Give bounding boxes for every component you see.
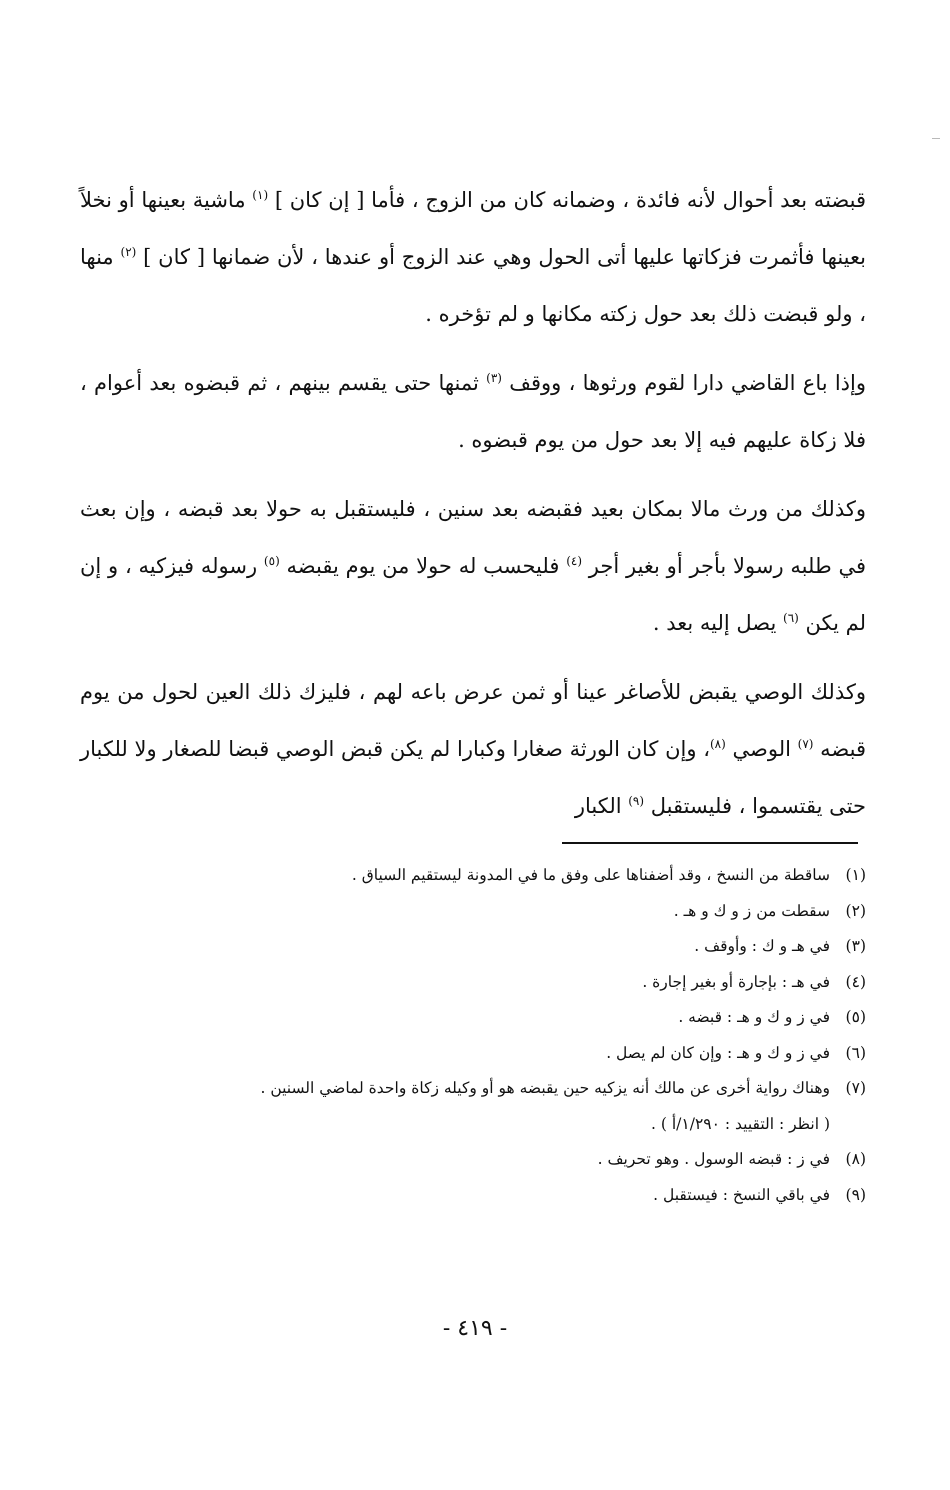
footnote-text [70, 1178, 830, 1214]
footnote-reference: (٥) [263, 554, 280, 568]
footnote [70, 929, 866, 965]
footnote-line: في ز و ك و هـ : قبضه . [678, 1008, 830, 1026]
paragraph-text: رسوله فيزكيه ، و إن لم يكن [80, 554, 866, 635]
paragraph-text: ، وإن كان الورثة صغارا وكبارا لم يكن قبض الوصي قبضا للصغار ولا للكبار حتى يقتسموا ، فليستقبل [80, 737, 866, 818]
paragraph-text: فليحسب له حولا من يوم يقبضه [279, 554, 567, 578]
paragraph-text: وكذلك من ورث مالا بمكان بعيد فقبضه بعد سنين ، فليستقبل به حولا بعد قبضه ، وإن بعث في طلبه رسولا بأجر أو بغير أجر [80, 497, 866, 578]
paragraph-text: الكبار [574, 794, 629, 818]
footnote-text [70, 1142, 830, 1178]
paragraph-text: وإذا باع القاضي دارا لقوم ورثوها ، ووقف [501, 371, 866, 395]
paragraph-text: يصل إليه بعد . [652, 611, 784, 635]
footnote [70, 1000, 866, 1036]
footnote-number: (٣) [845, 937, 866, 955]
footnote-line: ساقطة من النسخ ، وقد أضفناها على وفق ما في المدونة ليستقيم السياق . [351, 866, 830, 884]
footnote-reference: (٤) [566, 554, 583, 568]
footnote-line: في هـ : بإجارة أو بغير إجارة . [642, 972, 830, 991]
paragraph [80, 355, 866, 469]
footnote-line: في ز و ك و هـ : وإن كان لم يصل . [606, 1043, 830, 1062]
footnote [70, 965, 866, 1001]
paragraph-text: ماشية بعينها أو نخلاً بعينها فأثمرت فزكاتها عليها أتى الحول وهي عند الزوج أو عندها ، لأن ضمانها [ كان ] [80, 188, 866, 269]
scan-mark [932, 138, 940, 139]
main-text [80, 172, 866, 835]
footnote-text [70, 894, 830, 930]
footnote-text [70, 965, 830, 1001]
footnote [70, 1036, 866, 1072]
paragraph-text: ثمنها حتى يقسم بينهم ، ثم قبضوه بعد أعوام ، فلا زكاة عليهم فيه إلا بعد حول من يوم قبضوه . [80, 371, 866, 452]
footnote-line: في باقي النسخ : فيستقبل . [653, 1185, 830, 1204]
paragraph [80, 172, 866, 343]
paragraph-text: منها ، ولو قبضت ذلك بعد حول زكته مكانها و لم تؤخره . [80, 245, 866, 326]
footnote-number: (٤) [845, 972, 866, 991]
page-number: - ٤١٩ - [442, 1316, 508, 1341]
footnote-number: (٩) [845, 1185, 866, 1204]
footnote [70, 1178, 866, 1214]
footnote-text [70, 929, 830, 965]
footnote-reference: (١) [252, 188, 269, 202]
paragraph-text: قبضته بعد أحوال لأنه فائدة ، وضمانه كان من الزوج ، فأما [ إن كان ] [268, 188, 866, 212]
footnote-reference: (٦) [783, 611, 799, 625]
footnote-text [70, 1000, 830, 1036]
footnote-reference: (٩) [628, 794, 645, 808]
footnote-number: (٧) [845, 1079, 866, 1097]
footnote-text [70, 858, 830, 894]
footnote-number: (١) [845, 866, 866, 884]
footnote-line: في ز : قبضه الوسول . وهو تحريف . [597, 1150, 830, 1168]
footnote-separator [562, 842, 858, 844]
footnotes-section [70, 858, 866, 1213]
paragraph [80, 481, 866, 652]
footnote-line: ( انظر : التقييد : ١/٢٩٠/أ ) . [651, 1114, 830, 1133]
footnote-text [70, 1071, 830, 1142]
footnote [70, 894, 866, 930]
footnote-reference: (٨) [709, 737, 726, 751]
paragraph-text: الوصي [725, 737, 798, 761]
footnote-number: (٢) [845, 901, 866, 920]
footnote-line: سقطت من ز و ك و هـ . [673, 901, 830, 920]
footnote-reference: (٧) [797, 737, 814, 751]
footnote-line: وهناك رواية أخرى عن مالك أنه يزكيه حين يقبضه هو أو وكيله زكاة واحدة لماضي السنين . [260, 1079, 830, 1097]
footnote-number: (٦) [845, 1043, 866, 1062]
footnote [70, 858, 866, 894]
paragraph-text: وكذلك الوصي يقبض للأصاغر عينا أو ثمن عرض باعه لهم ، فليزك ذلك العين لحول من يوم قبضه [80, 680, 866, 761]
footnote [70, 1142, 866, 1178]
footnote-number: (٥) [845, 1008, 866, 1026]
footnote-reference: (٢) [120, 245, 137, 259]
footnote-reference: (٣) [486, 371, 502, 385]
footnote-number: (٨) [845, 1150, 866, 1168]
footnote-line: في هـ و ك : وأوقف . [694, 937, 830, 955]
footnote-text [70, 1036, 830, 1072]
footnote [70, 1071, 866, 1142]
paragraph [80, 664, 866, 835]
